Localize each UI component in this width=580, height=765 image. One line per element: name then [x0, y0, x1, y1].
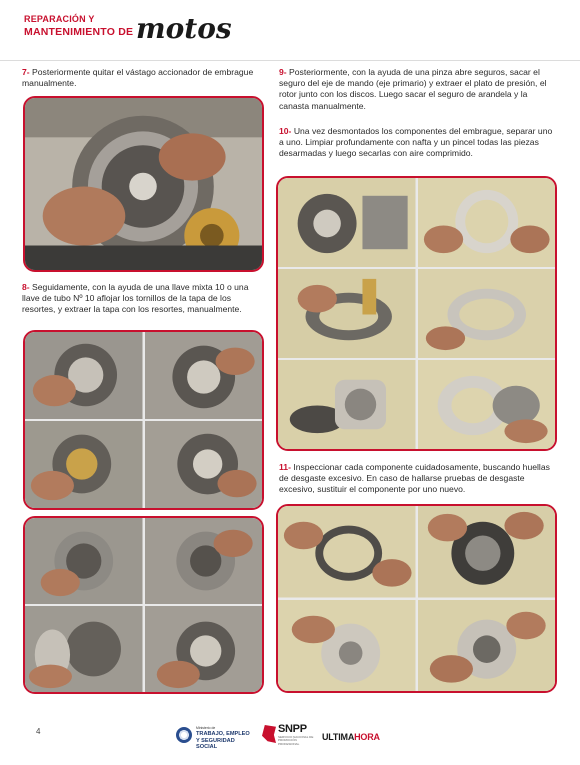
ministerio-logo: Ministerio de TRABAJO, EMPLEO Y SEGURIDAD SOCIAL — [176, 725, 254, 751]
step-9-text: 9- Posteriormente, con la ayuda de una pinza abre seguros, sacar el seguro del eje de mando (eje primario) y extraer el plato de presión, el rotor junto con los discos. Luego sacar el seguro de arandela y la canasta manualmente. — [279, 67, 547, 111]
photo-cell — [145, 421, 263, 508]
header-divider — [0, 60, 580, 61]
photo-cell — [418, 178, 556, 267]
footer-logos — [176, 723, 386, 751]
photo-cell — [25, 518, 143, 604]
step-10-photos — [276, 176, 557, 451]
step-8-text: 8- Seguidamente, con la ayuda de una llave mixta 10 o una llave de tubo Nº 10 aflojar los tornillos de la tapa de los resortes, y extraer la tapa con los resortes, manualmente. — [22, 282, 249, 315]
photo-cell — [418, 269, 556, 358]
step-8-photos-bottom — [23, 516, 264, 694]
photo-cell — [278, 360, 416, 449]
photo-cell — [145, 332, 263, 419]
engine-clutch-photo — [25, 98, 262, 271]
step-8-photos-top — [23, 330, 264, 510]
photo-cell — [25, 421, 143, 508]
step-11-photos — [276, 504, 557, 693]
photo-cell — [418, 360, 556, 449]
header-script-title: motos — [136, 12, 232, 45]
photo-cell — [278, 269, 416, 358]
header-line-2: MANTENIMIENTO DE — [24, 26, 134, 38]
photo-cell — [145, 606, 263, 692]
photo-cell — [145, 518, 263, 604]
header-line-1: REPARACIÓN Y — [24, 14, 95, 24]
step-11-text: 11- Inspeccionar cada componente cuidadosamente, buscando huellas de desgaste excesivo. En caso de hallarse pruebas de desgaste excesivo, sustituir el componente por uno nuevo. — [279, 462, 550, 495]
snpp-logo: SNPP SERVICIO NACIONAL DE PROMOCIÓN PROFESIONAL — [262, 723, 318, 751]
map-icon — [262, 725, 276, 743]
photo-cell — [278, 600, 416, 692]
step-7-text: 7- Posteriormente quitar el vástago accionador de embrague manualmente. — [22, 67, 254, 89]
photo-cell — [25, 606, 143, 692]
page-number: 4 — [36, 727, 41, 736]
step-10-text: 10- Una vez desmontados los componentes del embrague, separar uno a uno. Limpiar profundamente con nafta y un pincel todas las piezas desarmadas y luego secarlas con aire comprimido. — [279, 126, 553, 159]
photo-cell — [278, 506, 416, 598]
seal-icon — [176, 727, 192, 743]
step-7-photo — [23, 96, 264, 272]
photo-cell — [418, 600, 556, 692]
photo-cell — [25, 332, 143, 419]
ultimahora-logo: ULTIMAHORA — [322, 732, 380, 742]
magazine-header — [14, 10, 314, 60]
photo-cell — [418, 506, 556, 598]
photo-cell — [278, 178, 416, 267]
